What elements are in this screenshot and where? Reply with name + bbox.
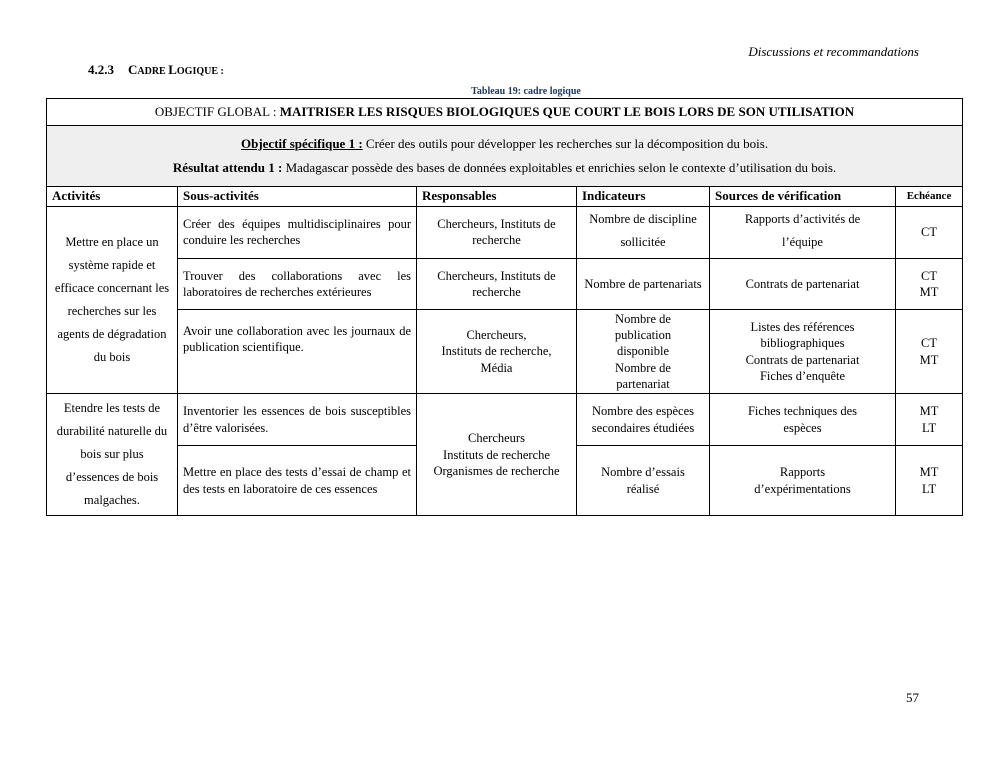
responsables-line: Organismes de recherche [433,463,560,478]
responsables-line: Chercheurs, [466,328,527,343]
sub-activity-cell: Inventorier les essences de bois susceptibles d’être valorisées. [178,394,417,446]
responsables-cell: Chercheurs, Instituts de recherche [417,206,577,258]
section-title-part: L [168,62,177,77]
echeance-line: LT [921,420,937,435]
echeance-cell [896,446,963,516]
objective-global-row [47,99,963,126]
echeance-line: LT [921,481,937,496]
source-line: Contrats de partenariat [745,352,860,367]
col-header-sources: Sources de vérification [710,187,896,207]
running-header: Discussions et recommandations [748,44,919,59]
section-number: 4.2.3 [88,62,114,77]
objective-global-text: MAITRISER LES RISQUES BIOLOGIQUES QUE COURT LE BOIS LORS DE SON UTILISATION [279,103,855,119]
source-cell: Fiches techniques des espèces [710,394,896,446]
indicator-line: Nombre de partenariat [615,360,671,391]
responsables-cell [417,394,577,516]
table-row [47,258,963,309]
table-header-row [47,187,963,207]
indicator-cell: Nombre des espèces secondaires étudiées [577,394,710,446]
echeance-line: MT [919,404,939,419]
responsables-line: Chercheurs [468,431,525,446]
echeance-line: CT [921,336,938,351]
sub-activity-cell: Mettre en place des tests d’essai de champ et des tests en laboratoire de ces essences [178,446,417,516]
expected-result-label: Résultat attendu 1 : [172,160,283,175]
activity-cell: Etendre les tests de durabilité naturelle du bois sur plus d’essences de bois malgaches. [47,394,178,516]
page-number: 57 [906,690,919,705]
indicator-cell: Nombre d’essais réalisé [577,446,710,516]
echeance-cell [896,309,963,393]
specific-objective [47,126,963,187]
source-cell [710,206,896,258]
expected-result-text: Madagascar possède des bases de données exploitables et enrichies selon le contexte d’utilisation du bois. [282,160,837,175]
responsables-cell [417,309,577,393]
section-heading [88,62,224,78]
section-title-part: OGIQUE : [176,66,224,77]
table-caption: Tableau 19: cadre logique [471,86,581,97]
objective-global-prefix: OBJECTIF GLOBAL : [154,103,280,119]
activity-cell: Mettre en place un système rapide et efficace concernant les recherches sur les agents de dégradation du bois [47,206,178,393]
echeance-cell [896,258,963,309]
specific-objective-text: Créer des outils pour développer les recherches sur la décomposition du bois. [362,135,769,151]
sub-activity-cell: Trouver des collaborations avec les laboratoires de recherches extérieures [178,258,417,309]
sub-activity-cell: Créer des équipes multidisciplinaires pour conduire les recherches [178,206,417,258]
col-header-indicateurs: Indicateurs [577,187,710,207]
responsables-line: Média [480,360,513,375]
table-row [47,394,963,446]
responsables-line: Instituts de recherche [443,447,550,462]
source-cell: Contrats de partenariat [710,258,896,309]
indicator-cell [577,206,710,258]
echeance-line: CT [921,268,938,283]
section-title-part: C [128,62,138,77]
table-row [47,309,963,393]
col-header-responsables: Responsables [417,187,577,207]
specific-objective-row [47,126,963,187]
logical-framework-table [46,98,963,516]
echeance-line: MT [919,284,939,299]
echeance-cell [896,394,963,446]
indicator-line: sollicitée [620,235,666,250]
source-line: Fiches d’enquête [759,368,846,383]
responsables-line: Instituts de recherche, [441,344,552,359]
source-line: l’équipe [782,235,823,250]
table-row [47,206,963,258]
section-title-part: ADRE [137,66,169,77]
source-line: Rapports d’activités de [744,211,861,226]
specific-objective-label: Objectif spécifique 1 : [240,135,363,151]
source-cell: Rapports d’expérimentations [710,446,896,516]
echeance-line: MT [919,352,939,367]
sub-activity-cell: Avoir une collaboration avec les journaux de publication scientifique. [178,309,417,393]
indicator-cell: Nombre de partenariats [577,258,710,309]
echeance-line: CT [921,225,938,240]
col-header-sous-activites: Sous-activités [178,187,417,207]
echeance-cell [896,206,963,258]
responsables-cell: Chercheurs, Instituts de recherche [417,258,577,309]
col-header-activites: Activités [47,187,178,207]
indicator-cell [577,309,710,393]
col-header-echeance: Echéance [896,187,963,207]
indicator-line: Nombre de discipline [589,211,697,226]
source-line: Listes des références bibliographiques [750,320,855,351]
source-cell [710,309,896,393]
objective-global [47,99,963,126]
echeance-line: MT [919,465,939,480]
indicator-line: Nombre de publication disponible [614,311,672,359]
